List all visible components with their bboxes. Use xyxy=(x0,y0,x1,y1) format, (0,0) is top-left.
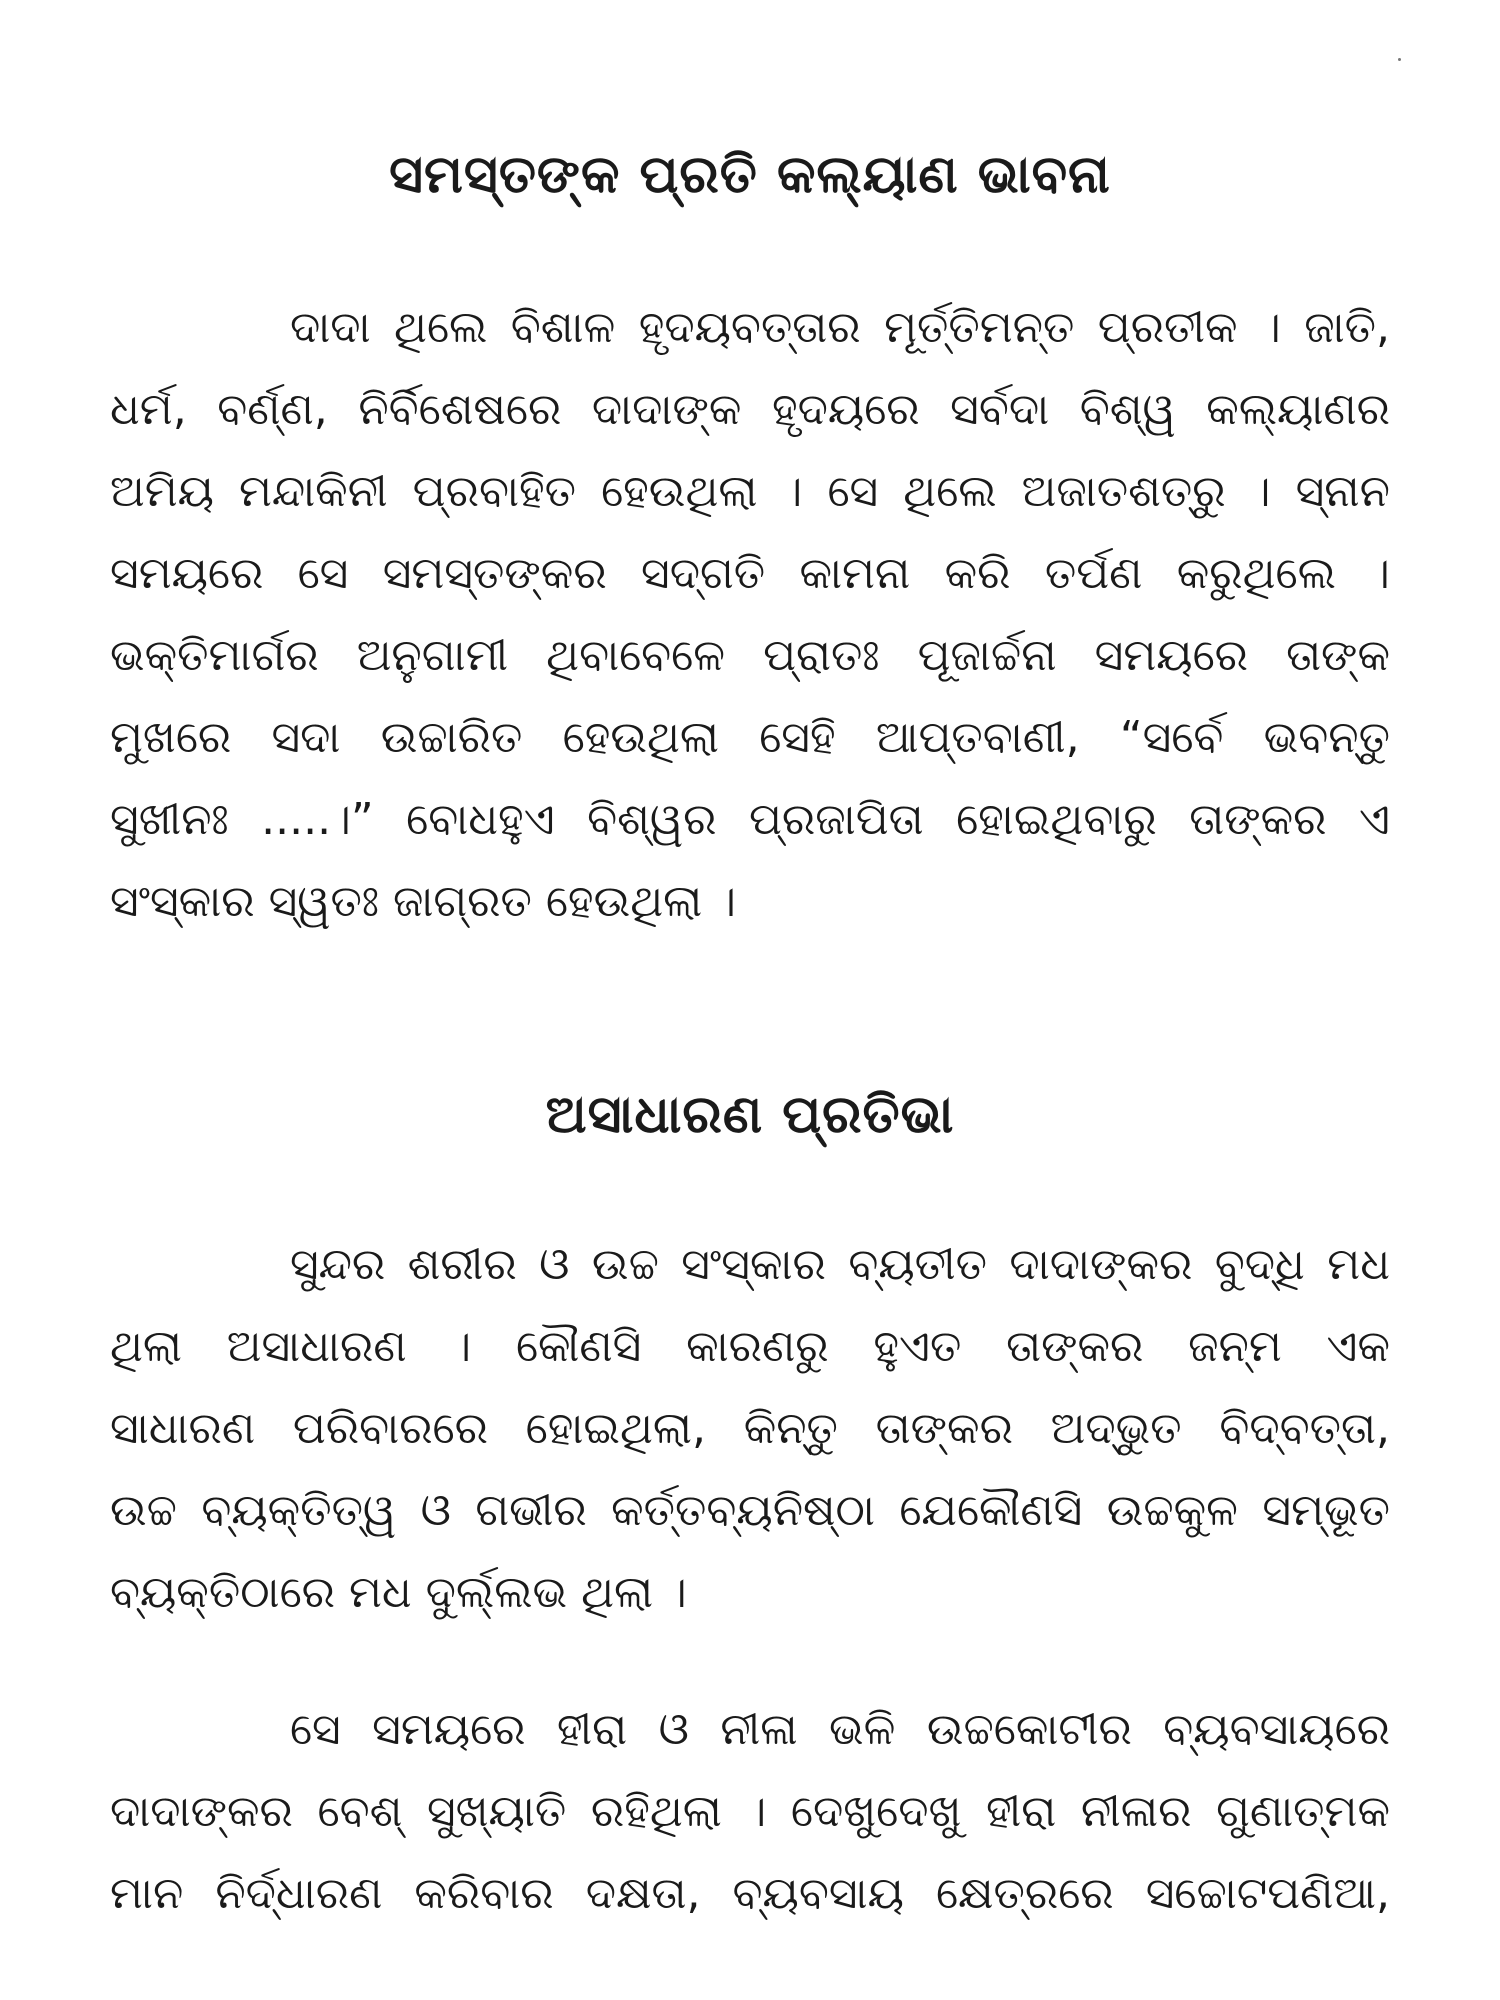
paragraph-line: ଅମିୟ ମନ୍ଦାକିନୀ ପ୍ରବାହିତ ହେଉଥିଲା । ସେ ଥିଲେ ଅଜାତଶତ୍ରୁ । ସ୍ନାନ xyxy=(110,466,1390,517)
paragraph-line: ଉଚ୍ଚ ବ୍ୟକ୍ତିତ୍ୱ ଓ ଗଭୀର କର୍ତ୍ତବ୍ୟନିଷ୍ଠା ଯେକୌଣସି ଉଚ୍ଚକୁଳ ସମ୍ଭୂତ xyxy=(110,1485,1390,1536)
paragraph-line: ସଂସ୍କାର ସ୍ୱତଃ ଜାଗ୍ରତ ହେଉଥିଲା । xyxy=(110,876,737,927)
paragraph-line: ସୁନ୍ଦର ଶରୀର ଓ ଉଚ୍ଚ ସଂସ୍କାର ବ୍ୟତୀତ ଦାଦାଙ୍କର ବୁଦ୍ଧି ମଧ xyxy=(290,1239,1390,1290)
paragraph-line: ଥିଲା ଅସାଧାରଣ । କୌଣସି କାରଣରୁ ହୁଏତ ତାଙ୍କର ଜନ୍ମ ଏକ xyxy=(110,1321,1390,1372)
paragraph-line: ଦାଦା ଥିଲେ ବିଶାଳ ହୃଦୟବତ୍ତାର ମୂର୍ତ୍ତିମନ୍ତ ପ୍ରତୀକ । ଜାତି, xyxy=(290,302,1390,353)
paragraph-line: ଦାଦାଙ୍କର ବେଶ୍ ସୁଖ୍ୟାତି ରହିଥିଲା । ଦେଖୁଦେଖୁ ହୀରା ନୀଳାର ଗୁଣାତ୍ମକ xyxy=(110,1786,1390,1837)
paragraph-line: ସମୟରେ ସେ ସମସ୍ତଙ୍କର ସଦ୍‌ଗତି କାମନା କରି ତର୍ପଣ କରୁଥିଲେ । xyxy=(110,548,1390,599)
paragraph-line: ବ୍ୟକ୍ତିଠାରେ ମଧ ଦୁର୍ଲ୍ଲଭ ଥିଲା । xyxy=(110,1567,687,1618)
scan-speck xyxy=(1398,58,1401,61)
section-heading-welfare: ସମସ୍ତଙ୍କ ପ୍ରତି କଲ୍ୟାଣ ଭାବନା xyxy=(389,145,1111,205)
paragraph-line: ସୁଖୀନଃ .....।” ବୋଧହୁଏ ବିଶ୍ୱର ପ୍ରଜାପିତା ହୋଇଥିବାରୁ ତାଙ୍କର ଏ xyxy=(110,794,1390,845)
paragraph-line: ଧର୍ମ, ବର୍ଣ୍ଣ, ନିର୍ବିଶେଷରେ ଦାଦାଙ୍କ ହୃଦୟରେ ସର୍ବଦା ବିଶ୍ୱ କଲ୍ୟାଣର xyxy=(110,384,1390,435)
paragraph-line: ସାଧାରଣ ପରିବାରରେ ହୋଇଥିଲା, କିନ୍ତୁ ତାଙ୍କର ଅଦ୍ଭୁତ ବିଦ୍‌ବତ୍ତା, xyxy=(110,1403,1390,1454)
paragraph-line: ସେ ସମୟରେ ହୀରା ଓ ନୀଳା ଭଳି ଉଚ୍ଚକୋଟୀର ବ୍ୟବସାୟରେ xyxy=(290,1704,1390,1755)
paragraph-line: ମୁଖରେ ସଦା ଉଚ୍ଚାରିତ ହେଉଥିଲା ସେହି ଆପ୍ତବାଣୀ, “ସର୍ବେ ଭବନ୍ତୁ xyxy=(110,712,1390,763)
paragraph-line: ଭକ୍ତିମାର୍ଗର ଅନୁଗାମୀ ଥିବାବେଳେ ପ୍ରାତଃ ପୂଜାର୍ଚ୍ଚନା ସମୟରେ ତାଙ୍କ xyxy=(110,630,1390,681)
section-heading-talent: ଅସାଧାରଣ ପ୍ରତିଭା xyxy=(545,1085,955,1145)
paragraph-line: ମାନ ନିର୍ଦ୍ଧାରଣ କରିବାର ଦକ୍ଷତା, ବ୍ୟବସାୟ କ୍ଷେତ୍ରରେ ସଚ୍ଚୋଟପଣିଆ, xyxy=(110,1868,1390,1919)
